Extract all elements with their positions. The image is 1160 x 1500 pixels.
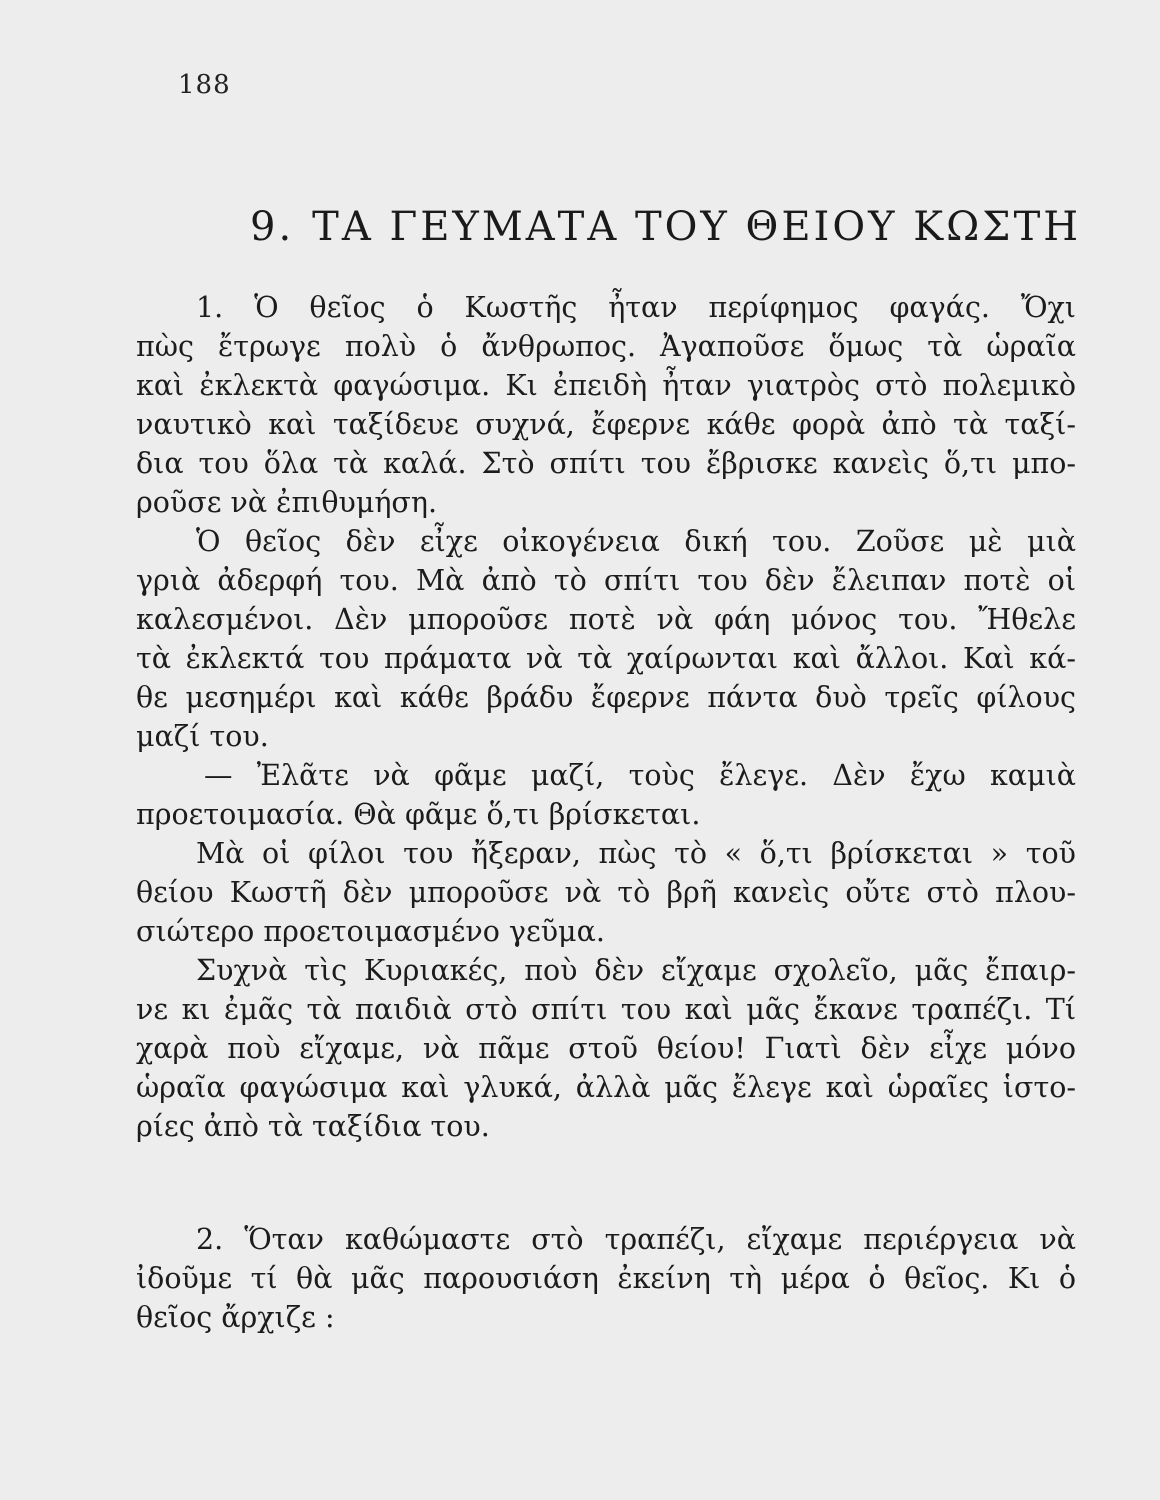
section-2 [136,1220,1076,1337]
chapter-number: 9. [250,204,295,250]
text-line: Ὁ θεῖος δὲν εἶχε οἰκογένεια δική του. Ζοῦσε μὲ μιὰ [196,525,1076,558]
text-line: ρίες ἀπὸ τὰ ταξίδια του. [136,1110,490,1143]
text-line: ἰδοῦμε τί θὰ μᾶς παρουσιάση ἐκείνη τὴ μέρα ὁ θεῖος. Κι ὁ [136,1262,1076,1295]
text-line: δια του ὅλα τὰ καλά. Στὸ σπίτι του ἔβρισκε κανεὶς ὅ,τι μπο- [136,447,1076,480]
text-line: — Ἐλᾶτε νὰ φᾶμε μαζί, τοὺς ἔλεγε. Δὲν ἔχω καμιὰ [204,759,1076,792]
text-line: πὼς ἔτρωγε πολὺ ὁ ἄνθρωπος. Ἀγαποῦσε ὅμως τὰ ὡραῖα [136,330,1076,363]
section-1 [136,288,1076,1146]
text-line: καλεσμένοι. Δὲν μποροῦσε ποτὲ νὰ φάη μόνος του. Ἤθελε [136,603,1076,636]
text-line: θε μεσημέρι καὶ κάθε βράδυ ἔφερνε πάντα δυὸ τρεῖς φίλους [136,681,1076,714]
text-line: 2. Ὅταν καθώμαστε στὸ τραπέζι, εἴχαμε περιέργεια νὰ [196,1223,1076,1256]
text-line: θείου Κωστῆ δὲν μποροῦσε νὰ τὸ βρῆ κανεὶς οὔτε στὸ πλου- [136,876,1076,909]
text-line: καὶ ἐκλεκτὰ φαγώσιμα. Κι ἐπειδὴ ἦταν γιατρὸς στὸ πολεμικὸ [136,369,1076,402]
text-line: μαζί του. [136,720,269,753]
text-line: χαρὰ ποὺ εἴχαμε, νὰ πᾶμε στοῦ θείου! Γιατὶ δὲν εἶχε μόνο [136,1032,1076,1065]
text-line: ὡραῖα φαγώσιμα καὶ γλυκά, ἀλλὰ μᾶς ἔλεγε καὶ ὡραῖες ἱστο- [136,1071,1076,1104]
text-line: προετοιμασία. Θὰ φᾶμε ὅ,τι βρίσκεται. [136,798,701,831]
text-line: γριὰ ἀδερφή του. Μὰ ἀπὸ τὸ σπίτι του δὲν ἔλειπαν ποτὲ οἱ [136,564,1076,597]
page-number: 188 [178,70,231,100]
chapter-title [250,204,1081,250]
text-line: ναυτικὸ καὶ ταξίδευε συχνά, ἔφερνε κάθε φορὰ ἀπὸ τὰ ταξί- [136,408,1076,441]
text-line: 1. Ὁ θεῖος ὁ Κωστῆς ἦταν περίφημος φαγάς. Ὄχι [196,291,1076,324]
text-line: Συχνὰ τὶς Κυριακές, ποὺ δὲν εἴχαμε σχολεῖο, μᾶς ἔπαιρ- [196,954,1076,987]
text-line: σιώτερο προετοιμασμένο γεῦμα. [136,915,605,948]
chapter-title-text: ΤΑ ΓΕΥΜΑΤΑ ΤΟΥ ΘΕΙΟΥ ΚΩΣΤΗ [312,204,1082,250]
text-line: τὰ ἐκλεκτά του πράματα νὰ τὰ χαίρωνται καὶ ἄλλοι. Καὶ κά- [136,642,1076,675]
text-line: θεῖος ἄρχιζε : [136,1301,335,1334]
text-line: ροῦσε νὰ ἐπιθυμήση. [136,486,438,519]
text-line: νε κι ἐμᾶς τὰ παιδιὰ στὸ σπίτι του καὶ μᾶς ἔκανε τραπέζι. Τί [136,993,1076,1026]
text-line: Μὰ οἱ φίλοι του ἤξεραν, πὼς τὸ « ὅ,τι βρίσκεται » τοῦ [196,837,1076,870]
